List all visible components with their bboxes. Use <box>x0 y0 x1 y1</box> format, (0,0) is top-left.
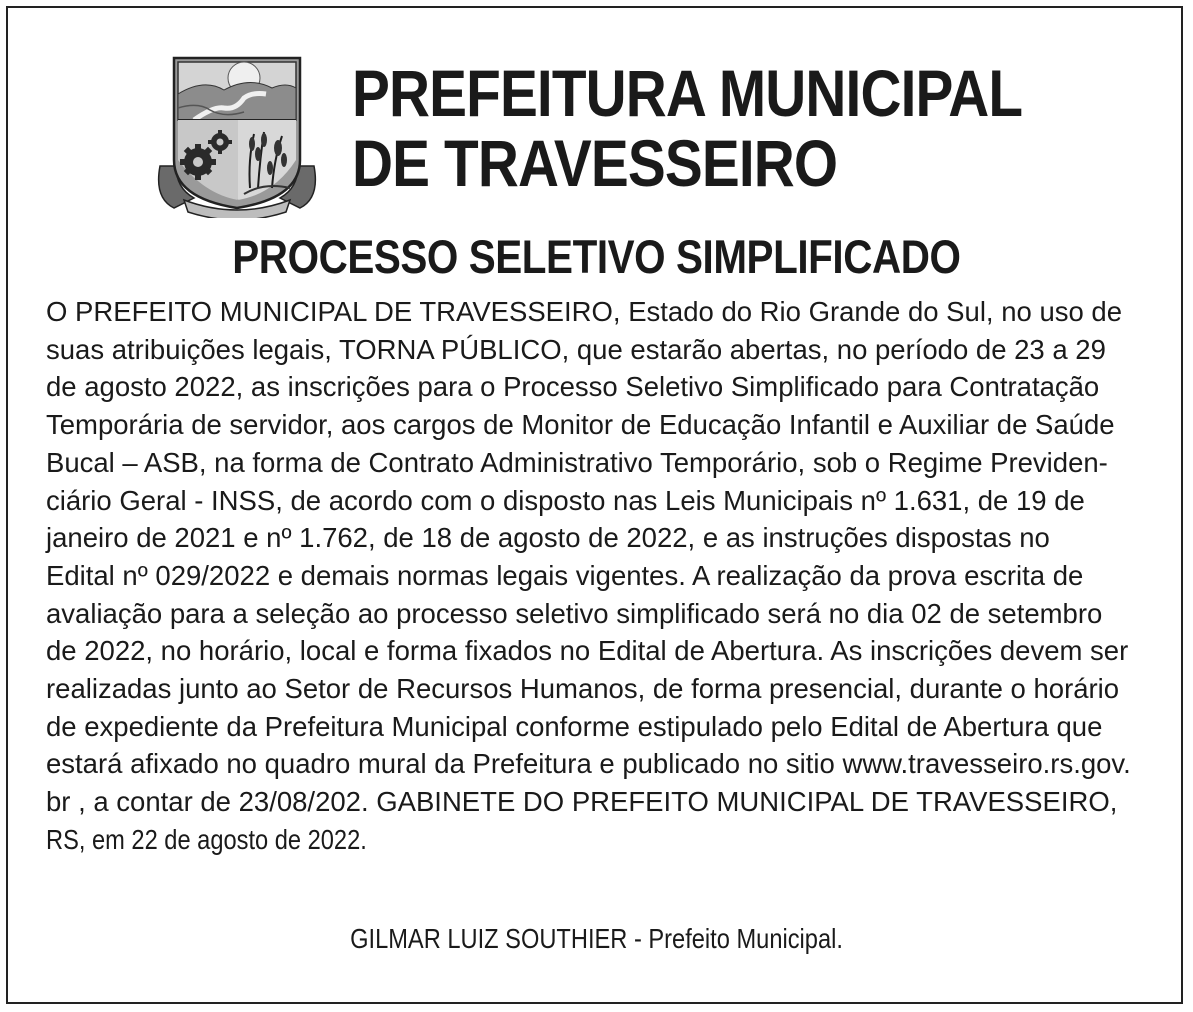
notice-heading: PROCESSO SELETIVO SIMPLIFICADO <box>232 230 961 283</box>
body-line: estará afixado no quadro mural da Prefeitura e publicado no sitio www.travesseiro.rs.gov. <box>46 748 1131 780</box>
body-line: de expediente da Prefeitura Municipal conforme estipulado pelo Edital de Abertura que <box>46 710 1103 742</box>
signature: GILMAR LUIZ SOUTHIER - Prefeito Municipal. <box>350 923 843 954</box>
body-line: avaliação para a seleção ao processo seletivo simplificado será no dia 02 de setembro <box>46 597 1103 629</box>
body-line: br , a contar de 23/08/202. GABINETE DO PREFEITO MUNICIPAL DE TRAVESSEIRO, <box>46 786 1118 818</box>
body-line: de 2022, no horário, local e forma fixados no Edital de Abertura. As inscrições devem ser <box>46 635 1129 667</box>
body-line: Edital nº 029/2022 e demais normas legais vigentes. A realização da prova escrita de <box>46 559 1084 591</box>
municipality-title <box>352 58 1022 198</box>
body-line: RS, em 22 de agosto de 2022. <box>46 823 367 855</box>
title-line-1: PREFEITURA MUNICIPAL <box>352 56 1023 130</box>
body-line: Temporária de servidor, aos cargos de Monitor de Educação Infantil e Auxiliar de Saúde <box>46 409 1115 441</box>
body-line: ciário Geral - INSS, de acordo com o disposto nas Leis Municipais nº 1.631, de 19 de <box>46 484 1085 516</box>
title-line-2: DE TRAVESSEIRO <box>352 126 838 200</box>
municipal-coat-of-arms-icon <box>154 48 320 218</box>
body-line: realizadas junto ao Setor de Recursos Humanos, de forma presencial, durante o horário <box>46 673 1120 705</box>
body-line: Bucal – ASB, na forma de Contrato Administrativo Temporário, sob o Regime Previden- <box>46 446 1108 478</box>
body-line: suas atribuições legais, TORNA PÚBLICO, que estarão abertas, no período de 23 a 29 <box>46 333 1106 365</box>
body-line: de agosto 2022, as inscrições para o Processo Seletivo Simplificado para Contratação <box>46 371 1100 403</box>
notice-body <box>46 293 1146 859</box>
body-line: O PREFEITO MUNICIPAL DE TRAVESSEIRO, Estado do Rio Grande do Sul, no uso de <box>46 296 1123 327</box>
body-line: janeiro de 2021 e nº 1.762, de 18 de agosto de 2022, e as instruções dispostas no <box>46 522 1050 554</box>
